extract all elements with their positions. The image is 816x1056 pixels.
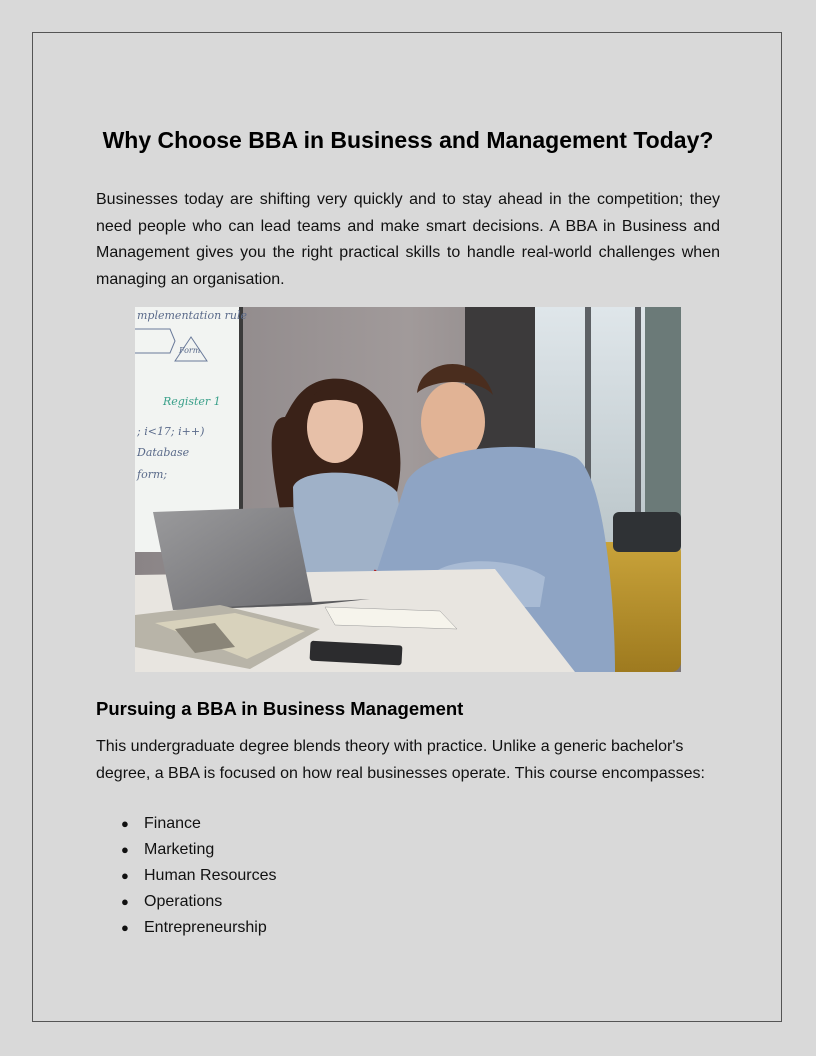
list-item (96, 889, 277, 915)
whiteboard-text-4: ; i<17; i++) (137, 425, 205, 438)
bullet-icon: ● (121, 842, 129, 857)
whiteboard-text-6: form; (137, 468, 168, 481)
bullet-icon: ● (121, 868, 129, 883)
document-title: Why Choose BBA in Business and Management Today? (102, 127, 714, 153)
section-heading: Pursuing a BBA in Business Management (96, 698, 464, 719)
list-item (96, 915, 277, 941)
students-photo (135, 307, 681, 672)
whiteboard-text-3: Register 1 (163, 395, 221, 408)
list-item-label: Finance (144, 815, 201, 832)
whiteboard-text-1: mplementation rule (137, 309, 248, 322)
section-paragraph: This undergraduate degree blends theory with practice. Unlike a generic bachelor's degree, a BBA is focused on how real businesses operate. This course encompasses: (96, 738, 705, 782)
list-item (96, 837, 277, 863)
bullet-icon: ● (121, 920, 129, 935)
list-item (96, 863, 277, 889)
list-item (96, 811, 277, 837)
bullet-icon: ● (121, 816, 129, 831)
list-item-label: Marketing (144, 841, 215, 858)
list-item-label: Entrepreneurship (144, 919, 267, 936)
whiteboard-text-5: Database (137, 446, 190, 459)
bullet-icon: ● (121, 894, 129, 909)
list-item-label: Operations (144, 893, 223, 910)
whiteboard-text-2: Form (179, 346, 201, 355)
topics-list (96, 811, 277, 941)
list-item-label: Human Resources (144, 867, 277, 884)
intro-paragraph: Businesses today are shifting very quickly and to stay ahead in the competition; they need people who can lead teams and make smart decisions. A BBA in Business and Management gives you the right practical skills to handle real-world challenges when managing an organisation. (96, 191, 720, 288)
